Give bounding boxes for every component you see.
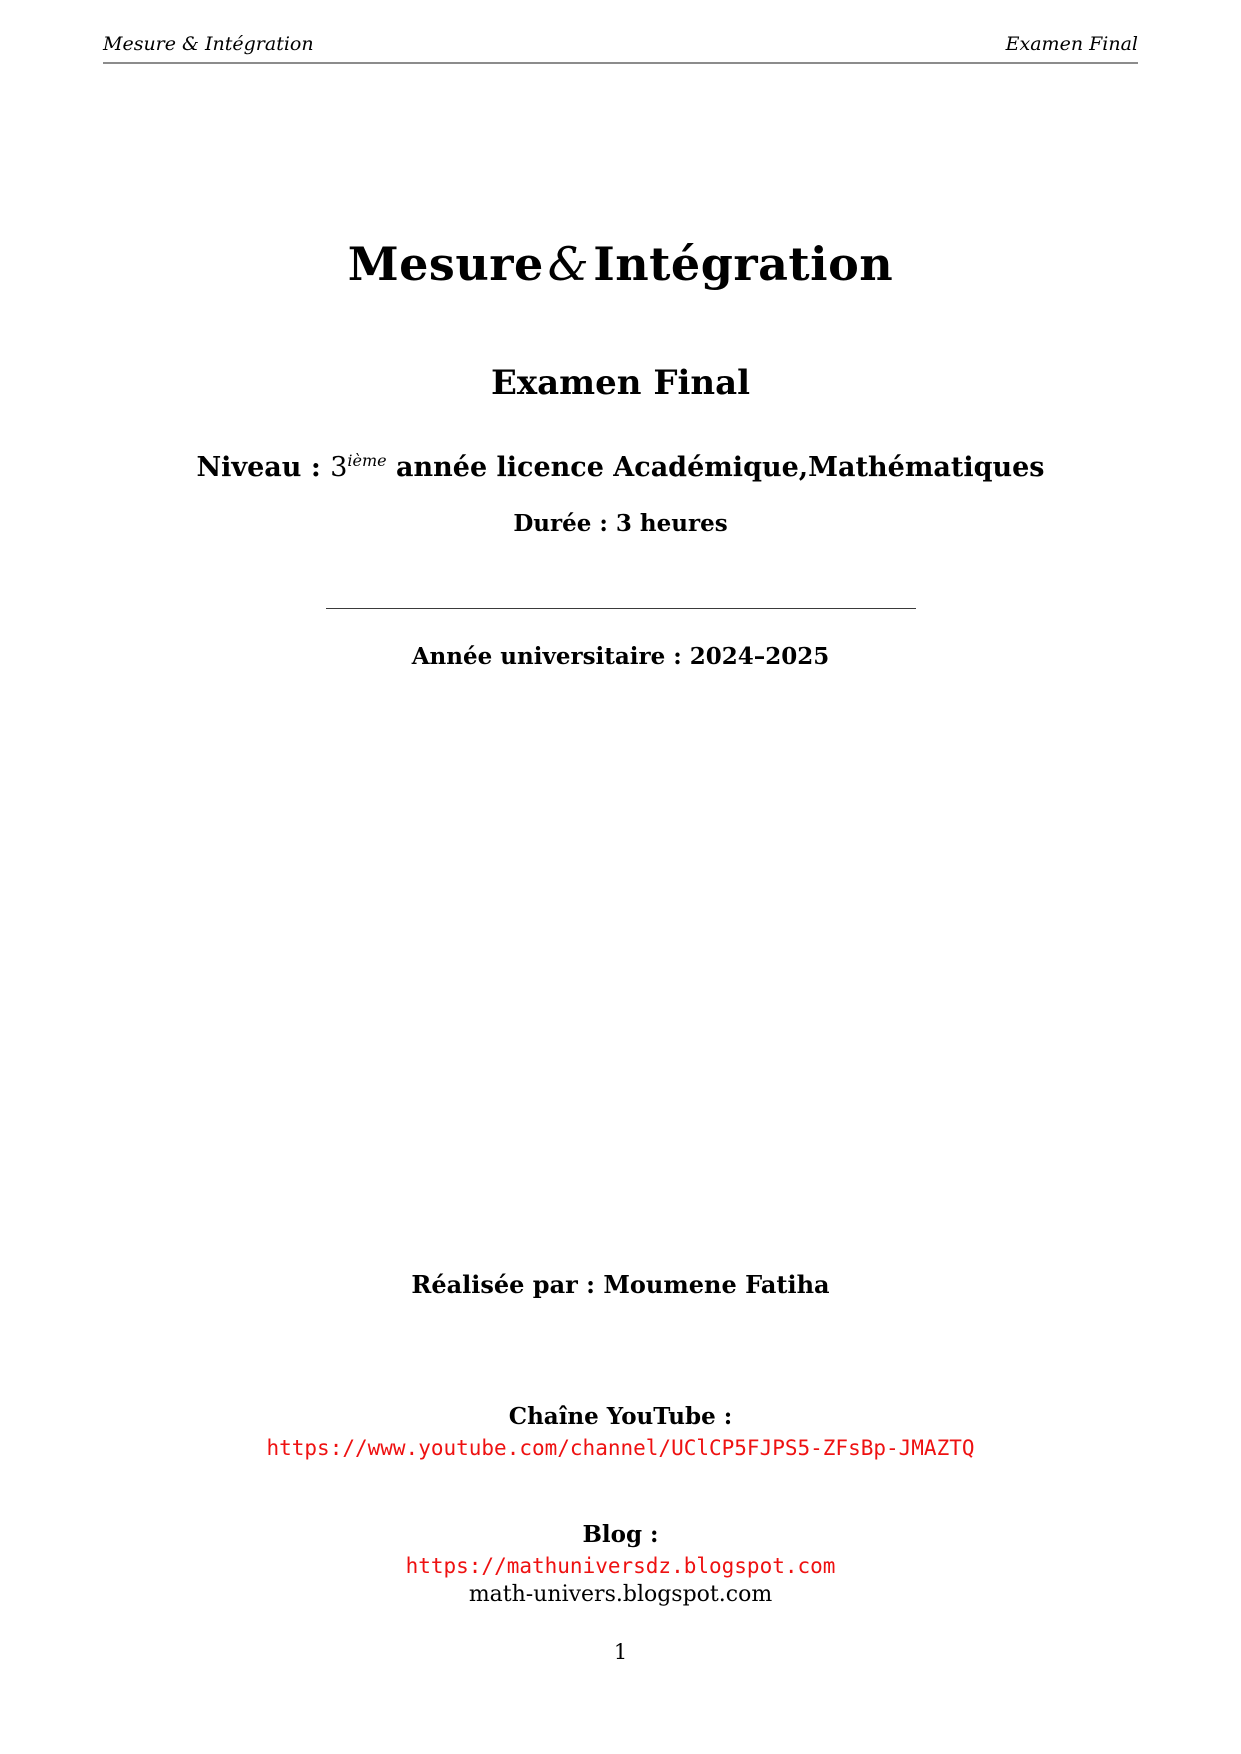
document-subtitle: Examen Final (490, 363, 751, 403)
youtube-channel-link[interactable]: https://www.youtube.com/channel/UClCP5FJPS5-ZFsBp-JMAZTQ (266, 1436, 975, 1460)
blog-section (0, 1520, 1241, 1610)
level-line (0, 450, 1241, 486)
blog-alt-address: math-univers.blogspot.com (468, 1582, 773, 1607)
title-ampersand: & (547, 237, 590, 291)
title-word-integration: Intégration (593, 237, 894, 291)
level-label: Niveau : (196, 452, 331, 483)
youtube-label: Chaîne YouTube : (508, 1403, 733, 1430)
document-title (0, 236, 1241, 292)
duration-line: Durée : 3 heures (513, 510, 728, 537)
running-header (103, 0, 1138, 64)
header-right-title: Examen Final (1005, 33, 1138, 55)
blog-link[interactable]: https://mathuniversdz.blogspot.com (405, 1554, 836, 1578)
separator-rule (326, 608, 916, 609)
title-word-mesure: Mesure (347, 237, 544, 291)
academic-year-line: Année universitaire : 2024–2025 (411, 643, 830, 670)
youtube-section (0, 1402, 1241, 1462)
blog-label: Blog : (582, 1521, 659, 1548)
header-left-title: Mesure & Intégration (103, 33, 314, 55)
author-line: Réalisée par : Moumene Fatiha (411, 1270, 830, 1299)
level-ordinal-superscript: ième (347, 451, 387, 470)
level-number: 3 (330, 452, 348, 483)
page-footer (0, 1638, 1241, 1666)
page-number: 1 (613, 1640, 628, 1664)
level-description: année licence Académique,Mathématiques (386, 452, 1045, 483)
